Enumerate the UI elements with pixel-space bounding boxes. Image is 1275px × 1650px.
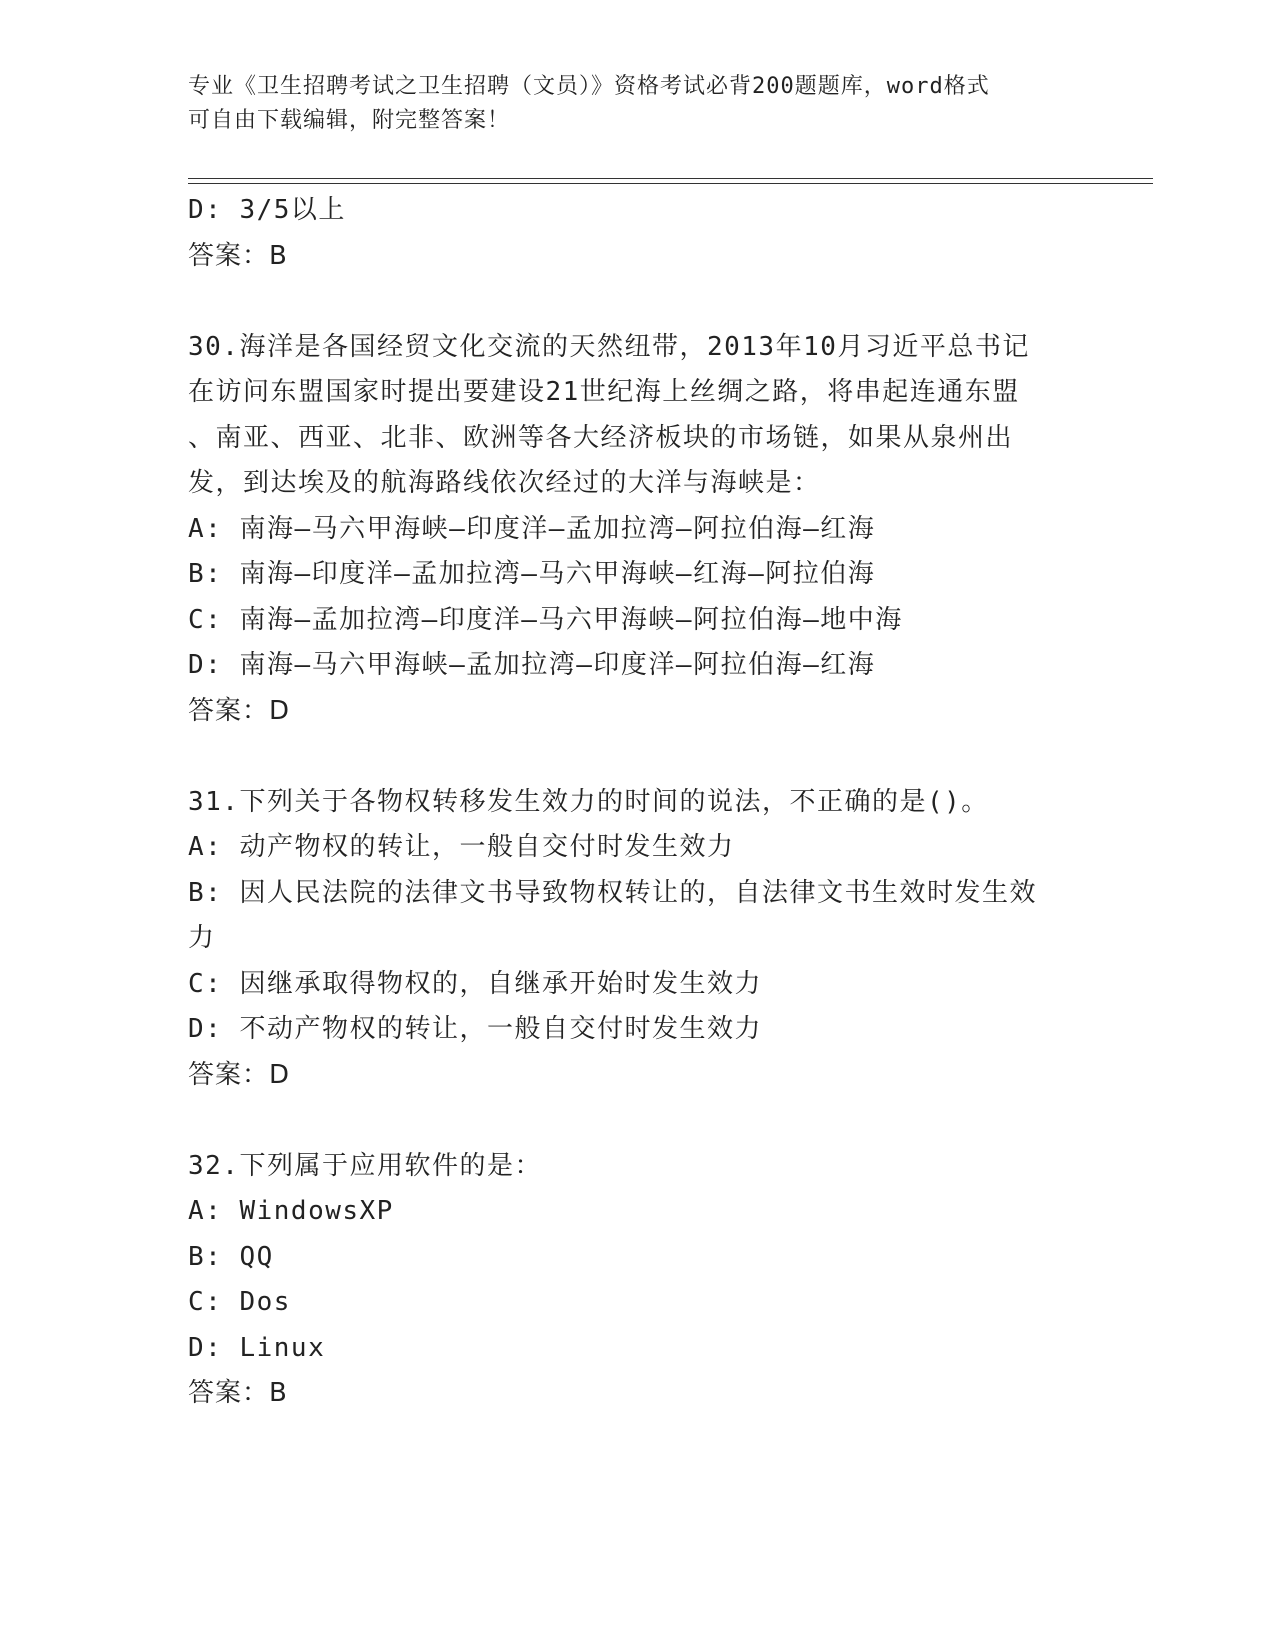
option-d: D: 南海—马六甲海峡—孟加拉湾—印度洋—阿拉伯海—红海 [188, 650, 876, 680]
answer: 答案：D [188, 695, 291, 726]
spacer [188, 279, 1088, 325]
option-d: D: Linux [188, 1332, 326, 1363]
option-b: B: 南海—印度洋—孟加拉湾—马六甲海峡—红海—阿拉伯海 [188, 559, 876, 589]
option-c: C: Dos [188, 1287, 291, 1317]
option-a: A: WindowsXP [188, 1196, 394, 1226]
spacer [188, 734, 1088, 780]
question-32 [188, 1144, 1088, 1417]
question-stem-line: 32.下列属于应用软件的是： [188, 1150, 542, 1181]
question-stem-line: 31.下列关于各物权转移发生效力的时间的说法，不正确的是()。 [188, 786, 989, 817]
option-b: B: 因人民法院的法律文书导致物权转让的，自法律文书生效时发生效 [188, 877, 1037, 908]
header-line-1: 专业《卫生招聘考试之卫生招聘（文员）》资格考试必背200题题库，word格式 [188, 74, 990, 99]
document-header [188, 70, 1088, 138]
question-31 [188, 780, 1088, 1099]
question-30 [188, 325, 1088, 735]
spacer [188, 1098, 1088, 1144]
carry-answer: 答案：B [188, 240, 288, 271]
option-d: D: 不动产物权的转让，一般自交付时发生效力 [188, 1014, 762, 1044]
option-c: C: 南海—孟加拉湾—印度洋—马六甲海峡—阿拉伯海—地中海 [188, 604, 903, 635]
header-rule-top [188, 178, 1153, 179]
answer: 答案：D [188, 1059, 291, 1090]
answer: 答案：B [188, 1378, 288, 1408]
option-a: A: 南海—马六甲海峡—印度洋—孟加拉湾—阿拉伯海—红海 [188, 513, 876, 544]
question-stem-line: 发，到达埃及的航海路线依次经过的大洋与海峡是： [188, 468, 821, 498]
option-c: C: 因继承取得物权的，自继承开始时发生效力 [188, 968, 762, 999]
question-stem-line: 30.海洋是各国经贸文化交流的天然纽带，2013年10月习近平总书记 [188, 331, 1030, 362]
question-stem-line: 、南亚、西亚、北非、欧洲等各大经济板块的市场链，如果从泉州出 [188, 422, 1014, 453]
question-content [188, 188, 1088, 1417]
option-b-continued: 力 [188, 923, 216, 953]
option-a: A: 动产物权的转让，一般自交付时发生效力 [188, 832, 735, 862]
option-b: B: QQ [188, 1241, 274, 1272]
question-stem-line: 在访问东盟国家时提出要建设21世纪海上丝绸之路，将串起连通东盟 [188, 377, 1020, 407]
carry-option-d: D: 3/5以上 [188, 195, 346, 225]
header-line-2: 可自由下载编辑，附完整答案！ [188, 108, 511, 133]
header-rule-bottom [188, 183, 1153, 184]
